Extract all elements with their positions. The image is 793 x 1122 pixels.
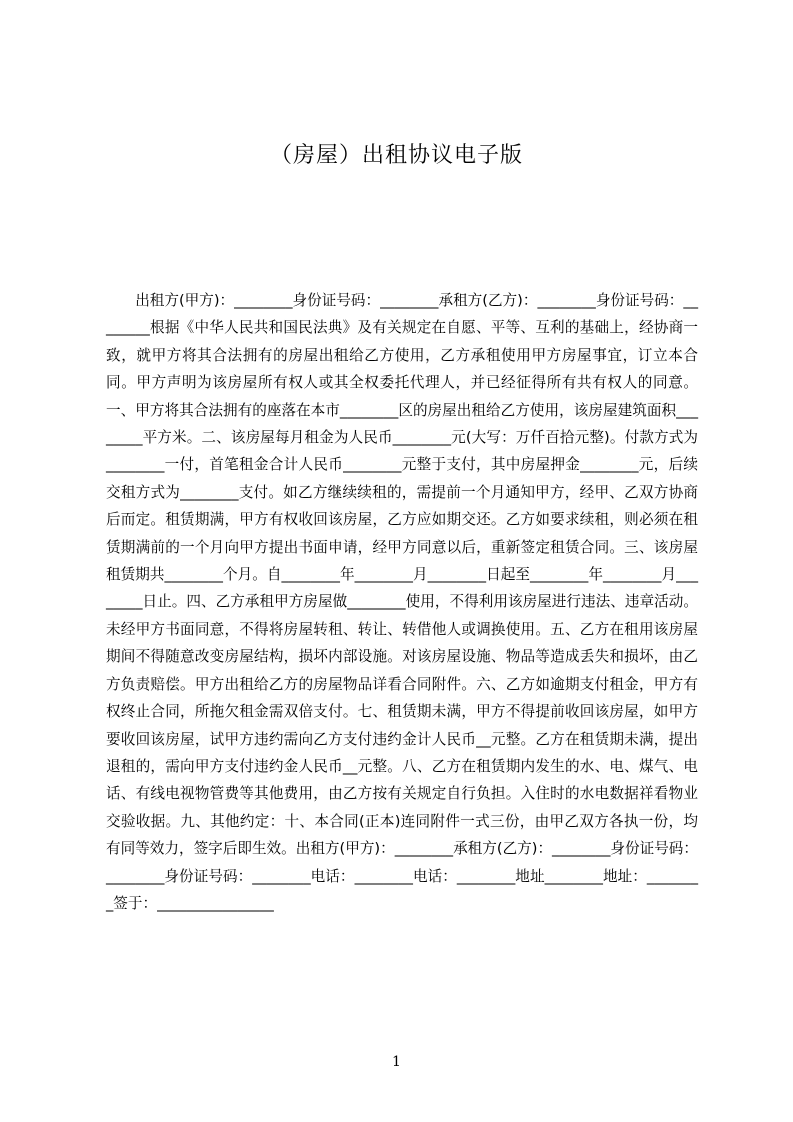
document-title: （房屋）出租协议电子版 [269,143,523,168]
contract-body-paragraph: 出租方(甲方)：________身份证号码：________承租方(乙方)：________身份证号码：________根据《中华人民共和国民法典》及有关规定在自愿、平等、互利的基础上，经协商一致，就甲方将其合法拥有的房屋出租给乙方使用，乙方承租使用甲方房屋事宜，订立本合同。甲方声明为该房屋所有权人或其全权委托代理人，并已经征得所有共有权人的同意。一、甲方将其合法拥有的座落在本市________区的房屋出租给乙方使用，该房屋建筑面积________平方米。二、该房屋每月租金为人民币________元(大写：万仟百拾元整)。付款方式为________一付，首笔租金合计人民币________元整于支付，其中房屋押金________元，后续交租方式为________支付。如乙方继续续租的，需提前一个月通知甲方，经甲、乙双方协商后而定。租赁期满，甲方有权收回该房屋，乙方应如期交还。乙方如要求续租，则必须在租赁期满前的一个月向甲方提出书面申请，经甲方同意以后，重新签定租赁合同。三、该房屋租赁期共________个月。自________年________月________日起至________年________月________日止。四、乙方承租甲方房屋做________使用，不得利用该房屋进行违法、违章活动。未经甲方书面同意，不得将房屋转租、转让、转借他人或调换使用。五、乙方在租用该房屋期间不得随意改变房屋结构，损坏内部设施。对该房屋设施、物品等造成丢失和损坏，由乙方负责赔偿。甲方出租给乙方的房屋物品详看合同附件。六、乙方如逾期支付租金，甲方有权终止合同，所拖欠租金需双倍支付。七、租赁期未满，甲方不得提前收回该房屋，如甲方要收回该房屋，试甲方违约需向乙方支付违约金计人民币__元整。乙方在租赁期未满，提出退租的，需向甲方支付违约金人民币__元整。八、乙方在租赁期内发生的水、电、煤气、电话、有线电视物管费等其他费用，由乙方按有关规定自行负担。入住时的水电数据祥看物业交验收据。九、其他约定：十、本合同(正本)连同附件一式三份，由甲乙双方各执一份，均有同等效力，签字后即生效。出租方(甲方)：________承租方(乙方)：________身份证号码：________身份证号码：________电话：________电话：________地址________地址：________签于：________________ [106,292,698,912]
page-number: 1 [392,1054,401,1070]
